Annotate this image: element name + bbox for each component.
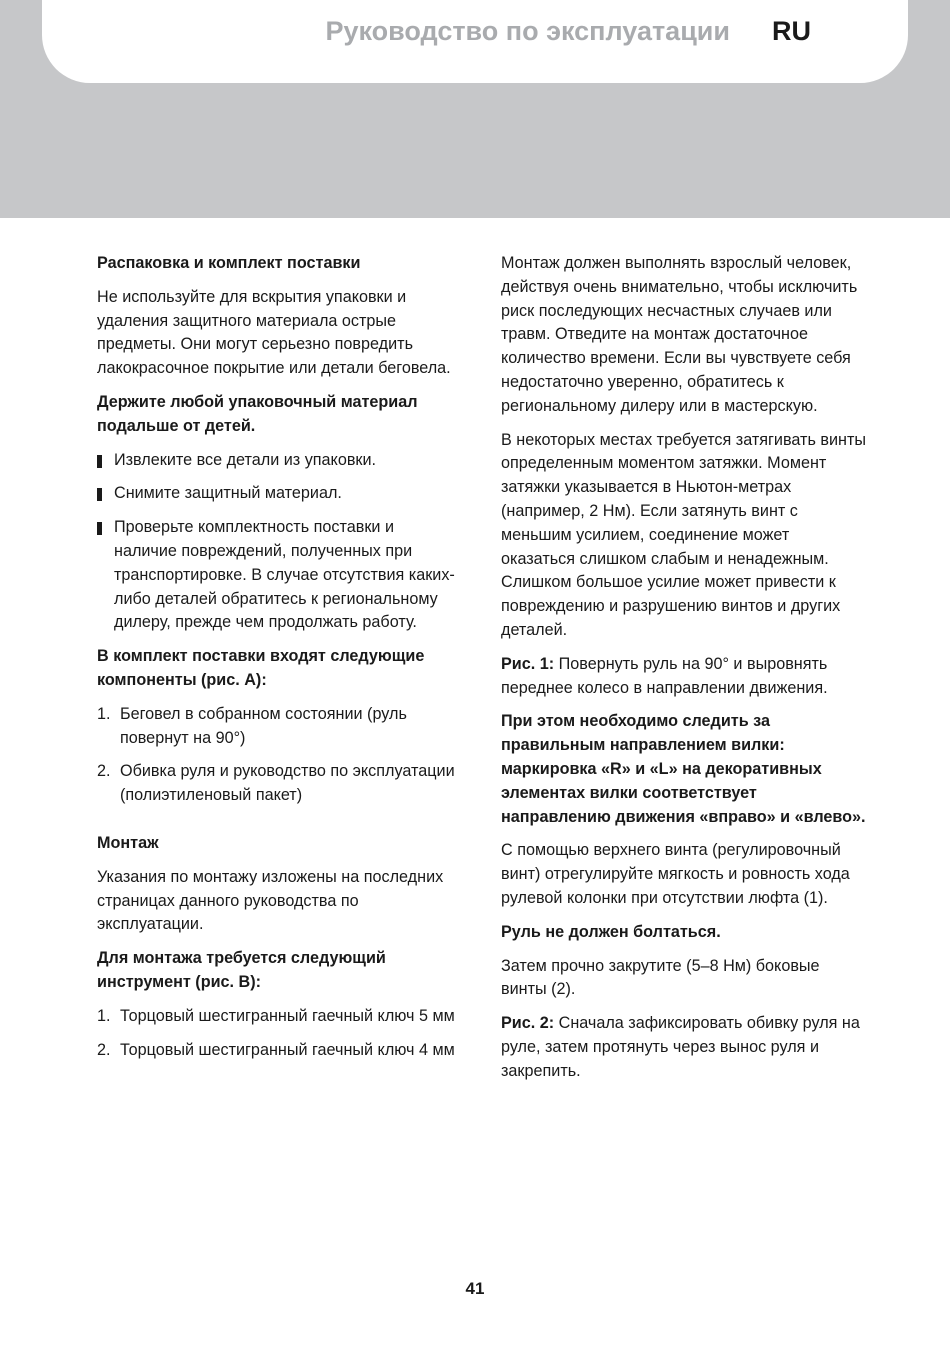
bullet-marker-icon <box>97 455 102 468</box>
assembly-safety-text: Монтаж должен выполнять взрослый человек, действуя очень внимательно, чтобы исключить риск последующих несчастных случаев или травм. Отведите на монтаж достаточное количество времени. Если вы чувствуете себя недостаточно уверенно, обратитесь к региональному дилеру или в мастерскую. <box>501 254 858 415</box>
figure-1-caption <box>501 653 866 701</box>
contents-heading: В комплект поставки входят следующие компоненты (рис. A): <box>97 647 425 689</box>
item-text: Торцовый шестигранный гаечный ключ 5 мм <box>120 1006 455 1025</box>
fork-direction-note: При этом необходимо следить за правильным направлением вилки: маркировка «R» и «L» на декоративных элементах вилки соответствует направлению движения «вправо» и «влево». <box>501 712 866 826</box>
bullet-marker-icon <box>97 522 102 535</box>
item-number: 2. <box>97 1040 111 1059</box>
assembly-heading: Монтаж <box>97 833 159 852</box>
unpacking-heading: Распаковка и комплект поставки <box>97 254 361 272</box>
right-column <box>501 252 866 1094</box>
no-play-note: Руль не должен болтаться. <box>501 922 721 941</box>
item-number: 2. <box>97 762 111 781</box>
assembly-text: Указания по монтажу изложены на последних страницах данного руководства по эксплуатации. <box>97 867 444 934</box>
figure-2-caption <box>501 1012 866 1083</box>
left-column <box>97 252 459 1072</box>
language-code: RU <box>772 16 811 46</box>
bullet-item <box>97 449 459 473</box>
figure-2-label: Рис. 2: <box>501 1014 555 1033</box>
bullet-text: Снимите защитный материал. <box>114 484 342 503</box>
adjust-screw-text: С помощью верхнего винта (регулировочный винт) отрегулируйте мягкость и ровность хода рулевой колонки при отсутствии люфта (1). <box>501 841 850 907</box>
bullet-item <box>97 516 459 635</box>
item-number: 1. <box>97 704 111 723</box>
item-text: Обивка руля и руководство по эксплуатации (полиэтиленовый пакет) <box>120 762 455 805</box>
side-screws-text: Затем прочно закрутите (5–8 Нм) боковые винты (2). <box>501 956 820 999</box>
item-text: Беговел в собранном состоянии (руль повернут на 90°) <box>120 704 407 747</box>
contents-item <box>97 760 459 808</box>
tools-item <box>97 1005 459 1029</box>
bullet-text: Извлеките все детали из упаковки. <box>114 450 377 469</box>
tools-item <box>97 1039 459 1063</box>
document-title: Руководство по эксплуатации <box>325 16 730 46</box>
bullet-marker-icon <box>97 488 102 501</box>
bullet-text: Проверьте комплектность поставки и наличие повреждений, полученных при транспортировке. В случае отсутствия каких-либо деталей обратитесь к региональному дилеру, прежде чем продолжать работу. <box>114 518 455 632</box>
header-band <box>0 0 950 218</box>
item-number: 1. <box>97 1006 111 1025</box>
unpacking-text: Не используйте для вскрытия упаковки и удаления защитного материала острые предметы. Они могут серьезно повредить лакокрасочное покрытие или детали беговела. <box>97 287 451 378</box>
torque-text: В некоторых местах требуется затягивать винты определенным моментом затяжки. Момент затяжки указывается в Ньютон-метрах (например, 2 Нм). Если затянуть винт с меньшим усилием, соединение может оказаться слишком слабым и ненадежным. Слишком большое усилие может привести к повреждению и разрушению винтов и других деталей. <box>501 430 867 639</box>
header-card <box>42 0 908 83</box>
page-number: 41 <box>465 1279 485 1298</box>
contents-item <box>97 703 459 751</box>
children-warning: Держите любой упаковочный материал подальше от детей. <box>97 392 418 435</box>
figure-1-label: Рис. 1: <box>501 654 555 673</box>
tools-heading: Для монтажа требуется следующий инструмент (рис. B): <box>97 949 386 991</box>
bullet-item <box>97 482 459 506</box>
figure-1-text: Повернуть руль на 90° и выровнять переднее колесо в направлении движения. <box>501 654 828 697</box>
figure-2-text: Сначала зафиксировать обивку руля на руле, затем протянуть через вынос руля и закрепить. <box>501 1014 860 1080</box>
item-text: Торцовый шестигранный гаечный ключ 4 мм <box>120 1040 455 1059</box>
